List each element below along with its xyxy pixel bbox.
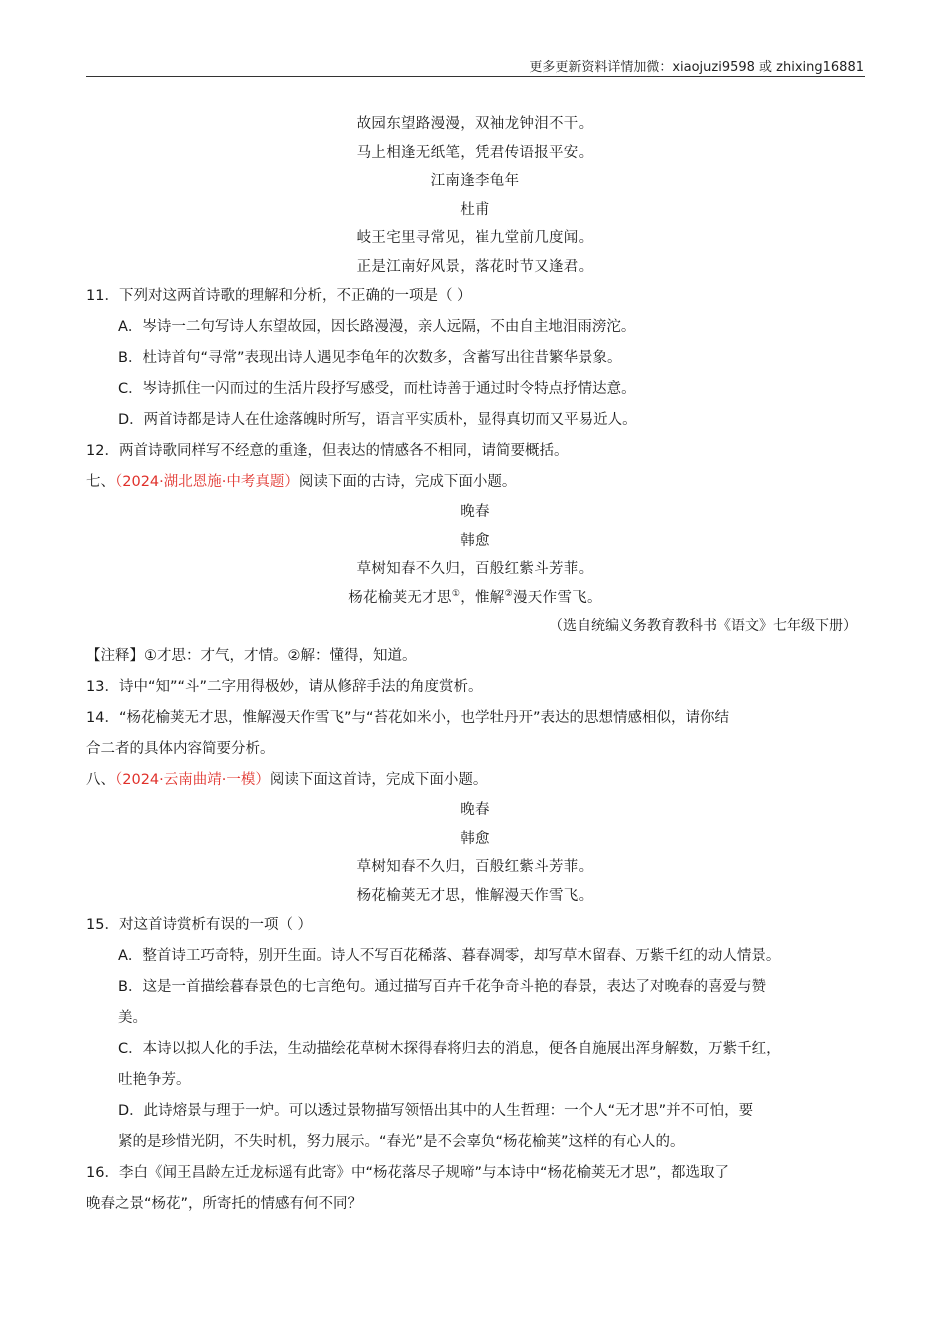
question-stem: 14．“杨花榆荚无才思，惟解漫天作雪飞”与“苔花如米小，也学牡丹开”表达的思想情感相似，请你结 <box>86 710 729 726</box>
section-label: 八、 <box>86 772 115 788</box>
poem-title: 江南逢李龟年 <box>430 173 520 189</box>
source-tag: （2024·湖北恩施·中考真题） <box>115 474 299 490</box>
option-c: C．岑诗抓住一闪而过的生活片段抒写感受，而杜诗善于通过时令特点抒情达意。 <box>118 381 636 397</box>
option-d: D．此诗熔景与理于一炉。可以透过景物描写领悟出其中的人生哲理：一个人“无才思”并不可怕，要 <box>118 1103 754 1119</box>
section-8-poem <box>0 796 950 910</box>
poem-line-part: ，惟解 <box>460 589 505 606</box>
question-11 <box>0 281 950 436</box>
source-tag: （2024·云南曲靖·一模） <box>115 772 270 788</box>
footnote-mark: ① <box>451 588 461 599</box>
poem-line: 杨花榆荚无才思，惟解漫天作雪飞。 <box>356 887 594 904</box>
question-stem-cont: 晚春之景“杨花”，所寄托的情感有何不同？ <box>86 1196 363 1212</box>
section-label: 七、 <box>86 474 115 490</box>
poem1-tail <box>0 110 950 167</box>
page-header: 更多更新资料详情加微：xiaojuzi9598 或 zhixing16881 <box>529 60 864 75</box>
option-d-cont: 紧的是珍惜光阴，不失时机，努力展示。“春光”是不会辜负“杨花榆荚”这样的有心人的。 <box>118 1134 685 1150</box>
option-c: C．本诗以拟人化的手法，生动描绘花草树木探得春将归去的消息，便各自施展出浑身解数，万紫千红， <box>118 1041 781 1057</box>
poem-author: 韩愈 <box>460 532 490 549</box>
document-body <box>0 110 950 1220</box>
poem-author: 杜甫 <box>460 201 490 218</box>
footnote-mark: ② <box>504 588 513 599</box>
poem-line: 正是江南好风景，落花时节又逢君。 <box>356 258 594 275</box>
poem-line: 故园东望路漫漫，双袖龙钟泪不干。 <box>356 116 594 132</box>
poem-line: 草树知春不久归，百般红紫斗芳菲。 <box>356 859 594 875</box>
poem-title: 晚春 <box>460 802 490 818</box>
question-13: 13．诗中“知”“斗”二字用得极妙，请从修辞手法的角度赏析。 <box>86 679 483 695</box>
poem-line-part: 杨花榆荚无才思 <box>348 589 452 606</box>
poem2 <box>0 167 950 281</box>
option-b: B．杜诗首句“寻常”表现出诗人遇见李龟年的次数多，含蓄写出往昔繁华景象。 <box>118 350 622 366</box>
option-b-cont: 美。 <box>118 1010 147 1026</box>
section-instruction: 阅读下面这首诗，完成下面小题。 <box>269 772 488 788</box>
option-b: B．这是一首描绘暮春景色的七言绝句。通过描写百卉千花争奇斗艳的春景，表达了对晚春的喜爱与赞 <box>118 979 766 995</box>
header-divider <box>86 76 865 77</box>
poem-source: （选自统编义务教育教科书《语文》七年级下册） <box>549 618 857 634</box>
poem-line: 马上相逢无纸笔，凭君传语报平安。 <box>356 144 594 161</box>
question-14 <box>0 703 950 765</box>
option-d: D．两首诗都是诗人在仕途落魄时所写，语言平实质朴，显得真切而又平易近人。 <box>118 412 637 428</box>
question-stem-cont: 合二者的具体内容简要分析。 <box>86 741 275 757</box>
option-a: A．整首诗工巧奇特，别开生面。诗人不写百花稀落、暮春凋零，却写草木留春、万紫千红的动人情景。 <box>118 948 781 964</box>
annotation: 【注释】①才思：才气，才情。②解：懂得，知道。 <box>86 648 417 664</box>
poem-line: 岐王宅里寻常见，崔九堂前几度闻。 <box>356 230 594 246</box>
poem-author: 韩愈 <box>460 830 490 847</box>
question-stem: 15．对这首诗赏析有误的一项（ ） <box>86 917 313 933</box>
poem-title: 晚春 <box>460 504 490 520</box>
poem-line: 草树知春不久归，百般红紫斗芳菲。 <box>356 561 594 577</box>
question-12: 12．两首诗歌同样写不经意的重逢，但表达的情感各不相同，请简要概括。 <box>86 443 569 459</box>
section-8-heading <box>86 765 872 796</box>
option-a: A．岑诗一二句写诗人东望故园，因长路漫漫，亲人远隔，不由自主地泪雨滂沱。 <box>118 319 636 335</box>
poem-line-part: 漫天作雪飞。 <box>512 589 602 606</box>
question-stem: 11．下列对这两首诗歌的理解和分析，不正确的一项是（ ） <box>86 288 472 304</box>
section-7-poem <box>0 498 950 641</box>
question-15 <box>0 910 950 1158</box>
question-stem: 16．李白《闻王昌龄左迁龙标遥有此寄》中“杨花落尽子规啼”与本诗中“杨花榆荚无才思”，都选取了 <box>86 1165 729 1181</box>
section-7-heading <box>86 467 872 498</box>
section-instruction: 阅读下面的古诗，完成下面小题。 <box>298 474 517 490</box>
poem-line <box>0 584 950 613</box>
question-16 <box>0 1158 950 1220</box>
option-c-cont: 吐艳争芳。 <box>118 1072 191 1088</box>
